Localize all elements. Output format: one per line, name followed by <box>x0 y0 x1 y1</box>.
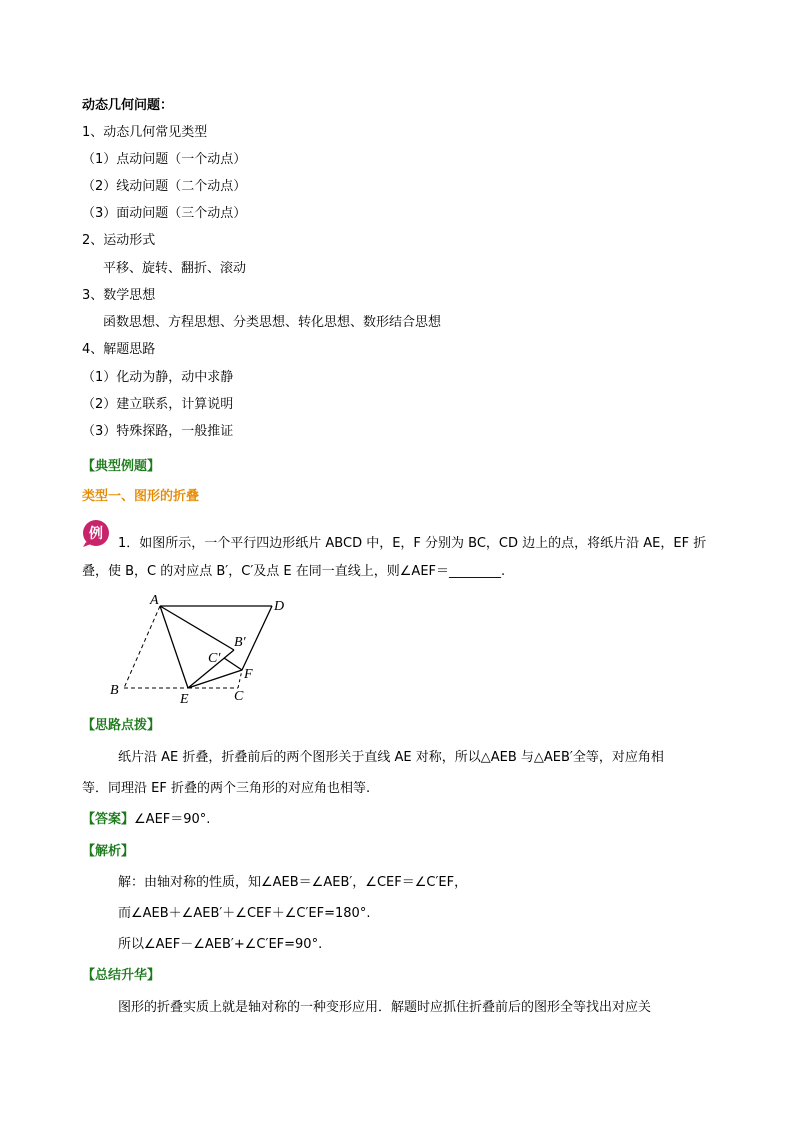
label-e: E <box>180 692 189 705</box>
list-item: （3）面动问题（三个动点） <box>82 206 247 221</box>
type-one-heading: 类型一、图形的折叠 <box>82 489 200 504</box>
label-f: F <box>244 667 253 682</box>
dashed-edge-cf <box>238 670 242 688</box>
edge-ae <box>160 606 188 688</box>
edge-df <box>242 606 272 670</box>
label-b-prime: B′ <box>234 635 246 650</box>
dashed-edge-ab <box>124 606 160 688</box>
label-b: B <box>110 683 119 698</box>
answer-label: 【答案】 <box>82 812 135 827</box>
answer-row <box>82 811 210 829</box>
problem-line: 叠，使 B，C 的对应点 B′，C′及点 E 在同一直线上，则∠AEF＝________. <box>82 564 506 579</box>
example-badge-icon <box>82 518 112 548</box>
list-item: （1）化动为静，动中求静 <box>82 370 234 385</box>
section-title: 3、数学思想 <box>82 288 156 303</box>
analysis-label: 【解析】 <box>82 844 135 859</box>
list-item: （2）建立联系，计算说明 <box>82 397 234 412</box>
label-c: C <box>234 689 244 704</box>
analysis-line: 解：由轴对称的性质，知∠AEB＝∠AEB′，∠CEF＝∠C′EF， <box>118 875 468 890</box>
label-d: D <box>274 599 285 614</box>
analysis-line: 而∠AEB＋∠AEB′＋∠CEF＋∠C′EF=180°. <box>118 906 371 921</box>
edge-ab1 <box>160 606 234 650</box>
summary-label: 【总结升华】 <box>82 968 161 983</box>
hint-label: 【思路点拨】 <box>82 718 161 733</box>
problem-line: 1．如图所示，一个平行四边形纸片 ABCD 中，E，F 分别为 BC，CD 边上的点，将纸片沿 AE，EF 折 <box>118 536 707 551</box>
indented-text: 平移、旋转、翻折、滚动 <box>103 261 247 276</box>
section-title: 2、运动形式 <box>82 233 156 248</box>
edge-c1f <box>224 658 242 670</box>
list-item: （1）点动问题（一个动点） <box>82 152 247 167</box>
indented-text: 函数思想、方程思想、分类思想、转化思想、数形结合思想 <box>103 315 442 330</box>
summary-line: 图形的折叠实质上就是轴对称的一种变形应用．解题时应抓住折叠前后的图形全等找出对应关 <box>118 1000 652 1015</box>
hint-line: 纸片沿 AE 折叠，折叠前后的两个图形关于直线 AE 对称，所以△AEB 与△AEB′全等，对应角相 <box>118 750 664 765</box>
list-item: （2）线动问题（二个动点） <box>82 179 247 194</box>
edge-ef <box>188 670 242 688</box>
section-title: 1、动态几何常见类型 <box>82 125 208 140</box>
main-heading: 动态几何问题： <box>82 98 174 113</box>
hint-line: 等．同理沿 EF 折叠的两个三角形的对应角也相等. <box>82 781 371 796</box>
example-badge-label: 例 <box>89 526 103 542</box>
label-c-prime: C′ <box>208 651 221 666</box>
analysis-line: 所以∠AEF－∠AEB′+∠C′EF=90°. <box>118 937 323 952</box>
section-title: 4、解题思路 <box>82 342 156 357</box>
answer-text: ∠AEF＝90°. <box>134 812 211 827</box>
parallelogram-fold-figure <box>108 590 298 705</box>
label-a: A <box>150 593 159 608</box>
typical-examples-heading: 【典型例题】 <box>82 459 161 474</box>
list-item: （3）特殊探路，一般推证 <box>82 424 234 439</box>
